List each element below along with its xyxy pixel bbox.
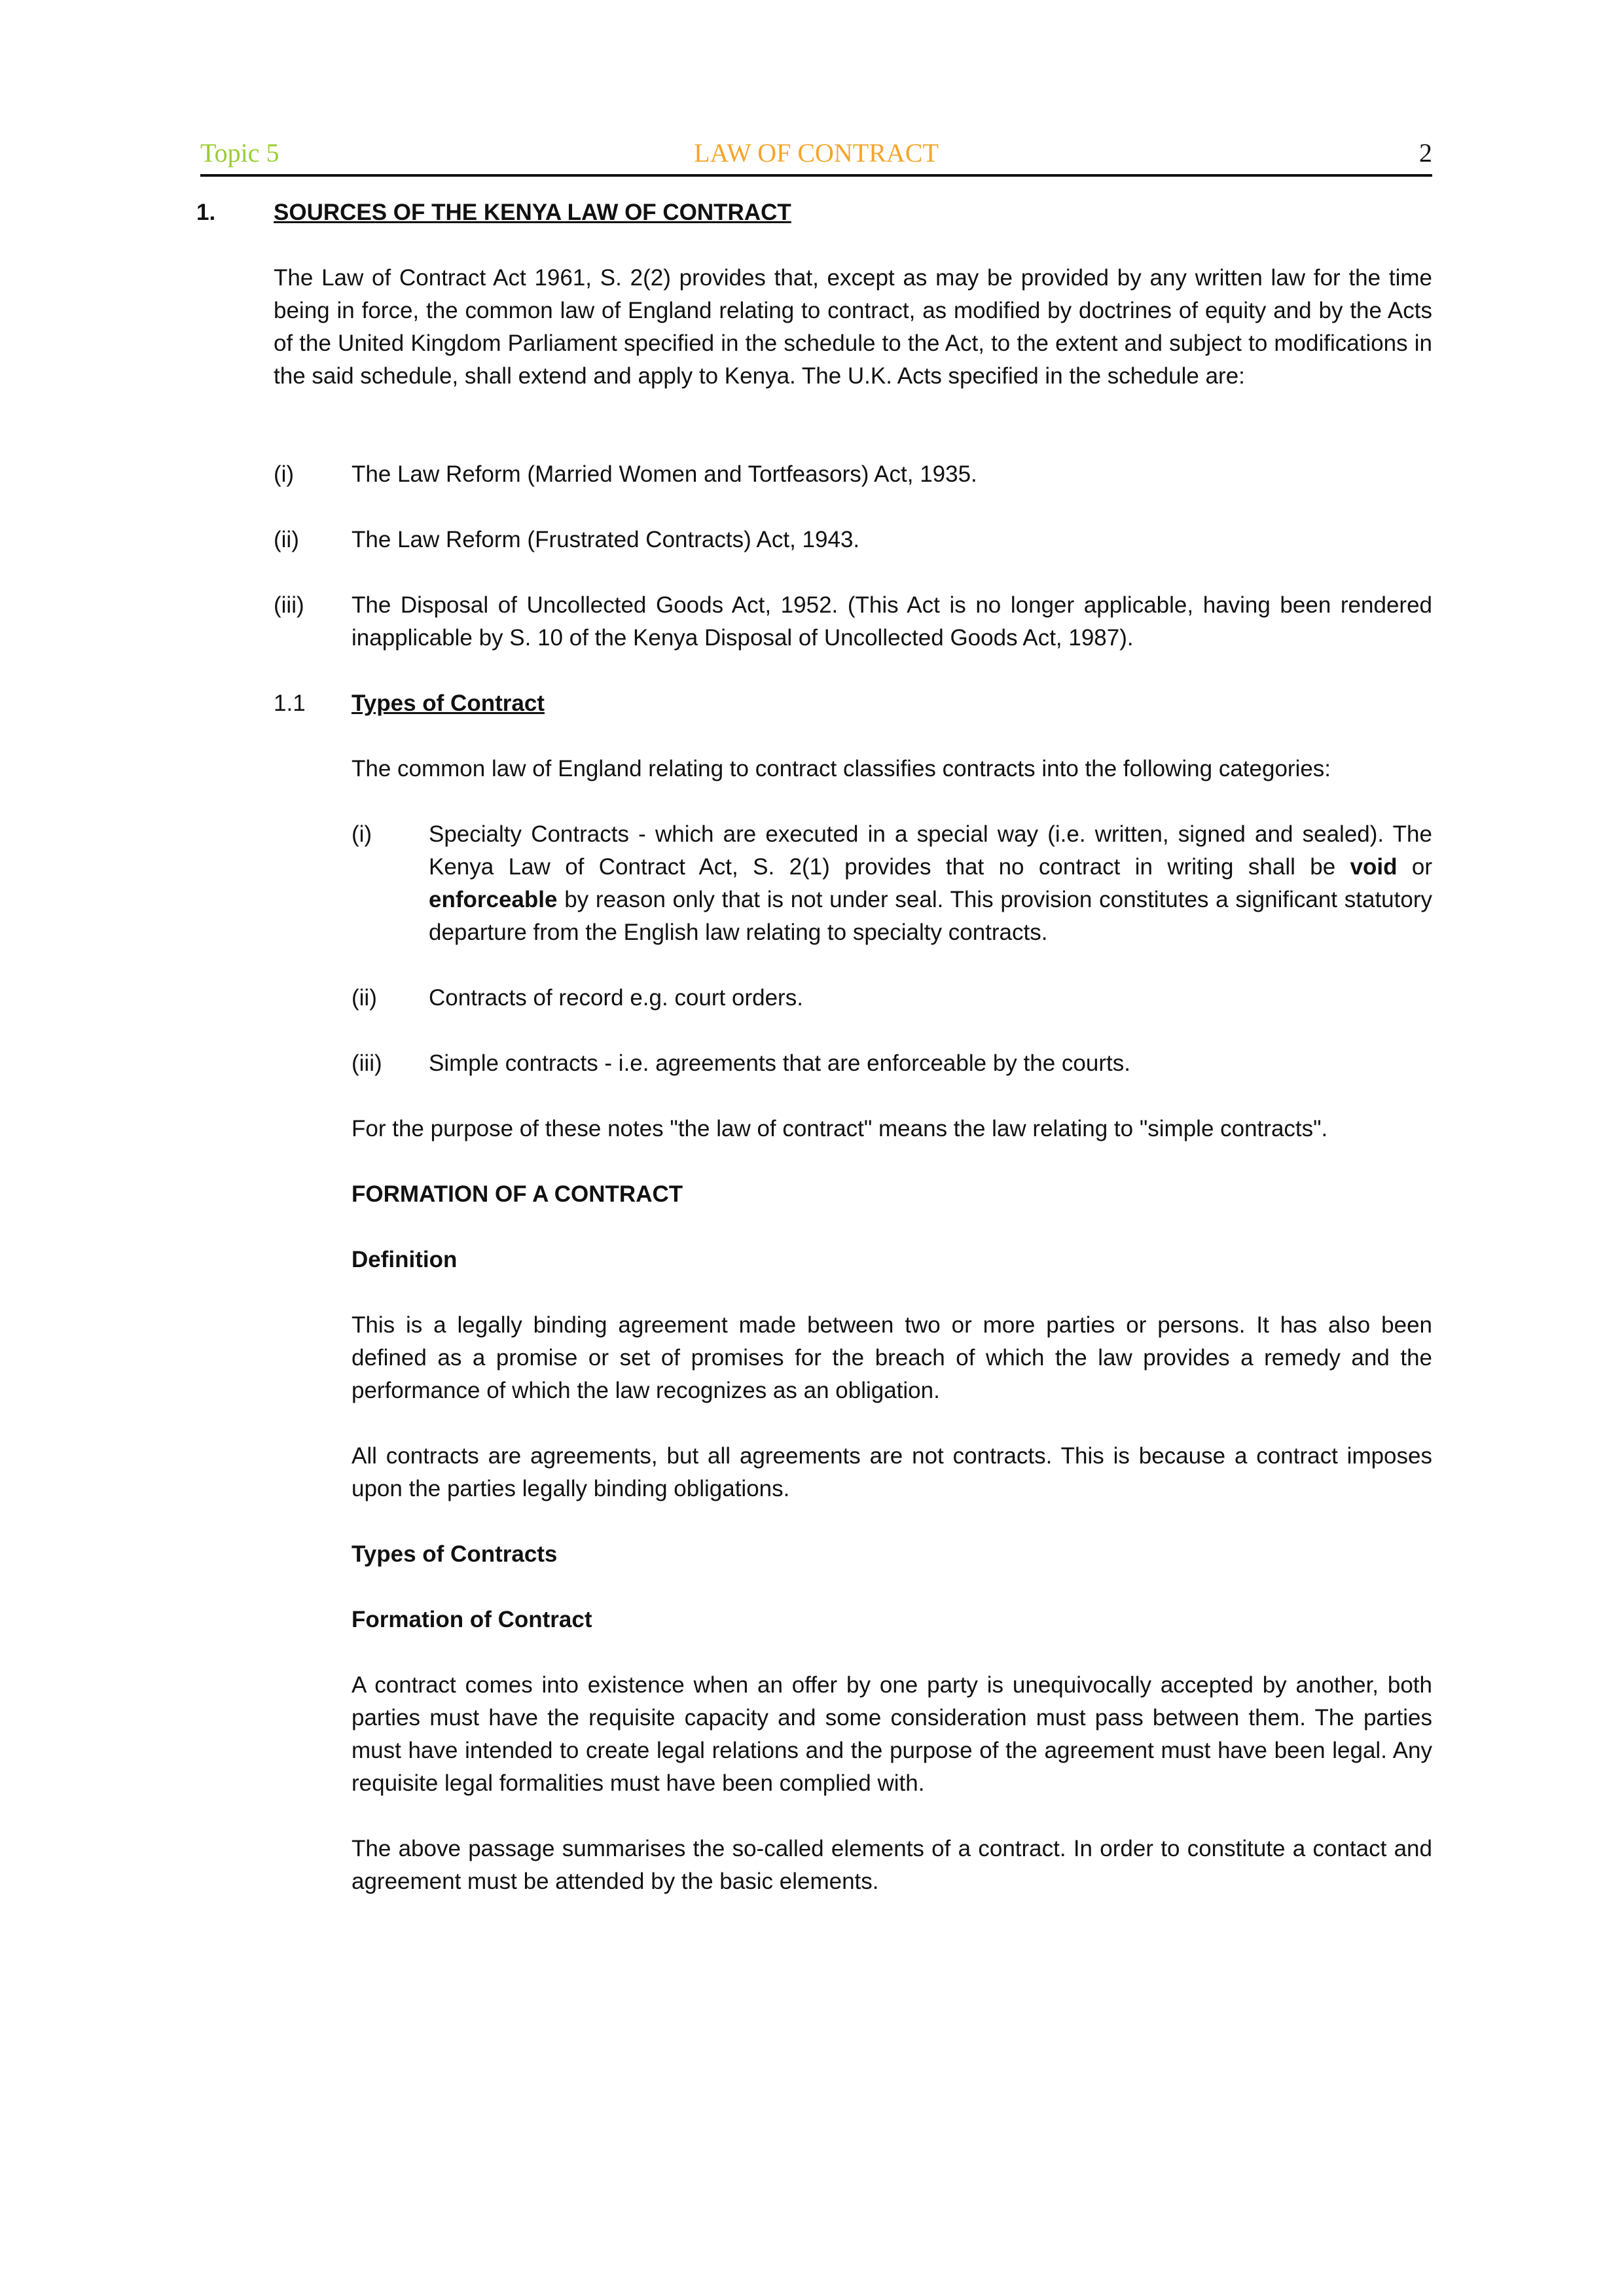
elements-paragraph: The above passage summarises the so-called elements of a contract. In order to constitute a contact and agreement must be attended by the basic elements. — [352, 1836, 1432, 1894]
header-title: LAW OF CONTRACT — [694, 138, 939, 168]
text-run: Specialty Contracts - which are executed in a special way (i.e. written, signed and sealed). The Kenya Law of Contract Act, S. 2(1) provides that no contract in writing shall be — [429, 821, 1432, 880]
text-run: or — [1397, 854, 1432, 880]
purpose-note: For the purpose of these notes "the law of contract" means the law relating to "simple contracts". — [352, 1116, 1328, 1141]
bold-term: void — [1350, 854, 1398, 880]
page-header — [200, 135, 1432, 177]
list-marker: (iii) — [352, 1050, 382, 1076]
subsection-intro: The common law of England relating to contract classifies contracts into the following categories: — [352, 756, 1331, 781]
definition-heading: Definition — [352, 1247, 458, 1272]
subsection-number: 1.1 — [274, 691, 306, 716]
formation-paragraph: A contract comes into existence when an offer by one party is unequivocally accepted by another, both parties must have the requisite capacity and some consideration must pass between them. The parties must have intended to create legal relations and the purpose of the agreement must have been legal. Any requisite legal formalities must have been complied with. — [352, 1672, 1432, 1796]
list-item: The Disposal of Uncollected Goods Act, 1952. (This Act is no longer applicable, having been rendered inapplicable by S. 10 of the Kenya Disposal of Uncollected Goods Act, 1987). — [352, 592, 1432, 651]
list-marker: (ii) — [274, 527, 299, 552]
list-item: Contracts of record e.g. court orders. — [429, 985, 803, 1011]
header-topic: Topic 5 — [200, 138, 280, 168]
list-item-specialty — [429, 818, 1432, 949]
section-title: SOURCES OF THE KENYA LAW OF CONTRACT — [274, 200, 791, 225]
list-item: The Law Reform (Married Women and Tortfeasors) Act, 1935. — [352, 461, 977, 487]
list-marker: (ii) — [352, 985, 377, 1011]
bold-term: enforceable — [429, 887, 558, 912]
types-heading: Types of Contracts — [352, 1541, 558, 1567]
list-marker: (i) — [274, 461, 295, 487]
subsection-title: Types of Contract — [352, 691, 545, 716]
definition-paragraph: This is a legally binding agreement made between two or more parties or persons. It has also been defined as a promise or set of promises for the breach of which the law provides a remedy and the performance of which the law recognizes as an obligation. — [352, 1312, 1432, 1403]
header-page-number: 2 — [1419, 138, 1432, 168]
text-run: by reason only that is not under seal. This provision constitutes a significant statutory departure from the English law relating to specialty contracts. — [429, 887, 1432, 945]
formation-of-contract-heading: Formation of Contract — [352, 1607, 592, 1632]
list-item: The Law Reform (Frustrated Contracts) Act, 1943. — [352, 527, 860, 552]
list-marker: (iii) — [274, 592, 304, 618]
list-marker: (i) — [352, 821, 372, 847]
formation-heading: FORMATION OF A CONTRACT — [352, 1181, 683, 1207]
section-intro-paragraph: The Law of Contract Act 1961, S. 2(2) provides that, except as may be provided by any written law for the time being in force, the common law of England relating to contract, as modified by doctrines of equity and by the Acts of the United Kingdom Parliament specified in the schedule to the Act, to the extent and subject to modifications in the said schedule, shall extend and apply to Kenya. The U.K. Acts specified in the schedule are: — [274, 265, 1432, 389]
agreements-paragraph: All contracts are agreements, but all agreements are not contracts. This is because a contract imposes upon the parties legally binding obligations. — [352, 1443, 1432, 1501]
list-item: Simple contracts - i.e. agreements that are enforceable by the courts. — [429, 1050, 1130, 1076]
section-number: 1. — [196, 200, 216, 225]
